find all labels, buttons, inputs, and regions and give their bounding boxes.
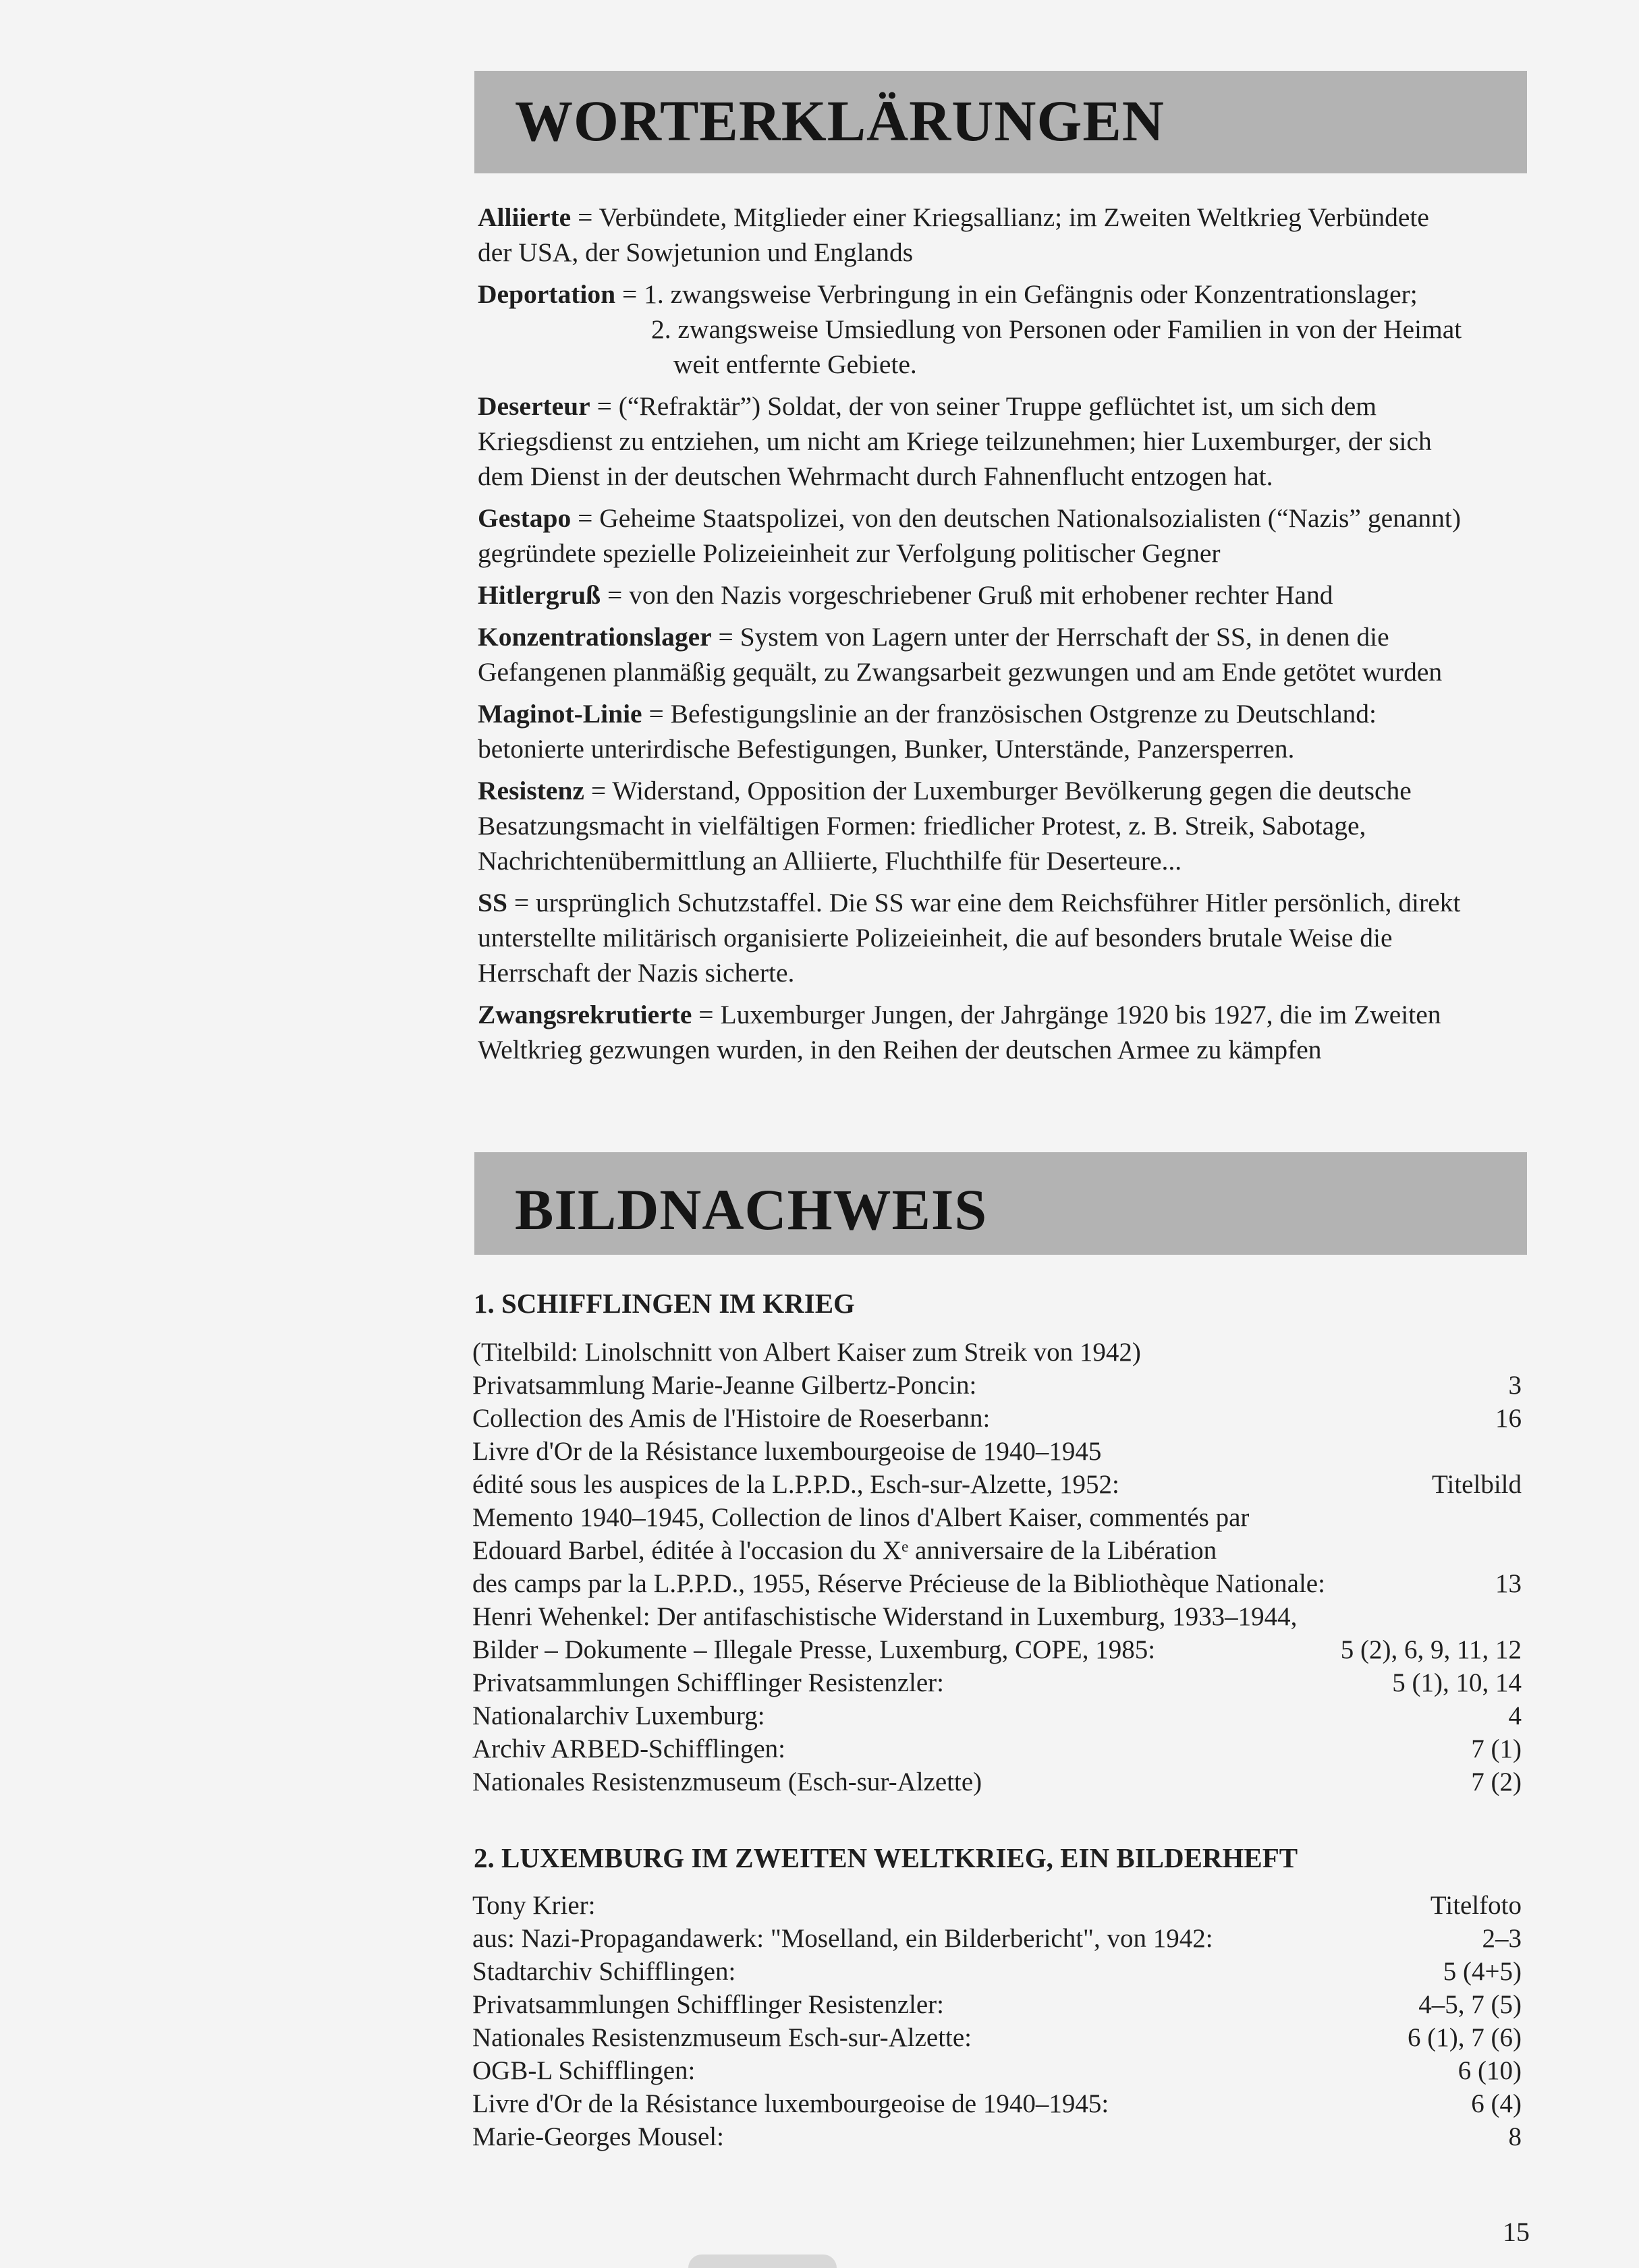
scan-edge-shadow xyxy=(688,2255,837,2268)
glossary-term: Hitlergruß xyxy=(478,580,601,610)
glossary-entry xyxy=(478,773,1530,878)
credit-page-ref: 4–5, 7 (5) xyxy=(1418,1990,1522,2019)
credit-page-ref: 7 (1) xyxy=(1471,1734,1522,1763)
credit-row xyxy=(472,1666,1522,1699)
credit-row xyxy=(472,1699,1522,1732)
glossary-term: Deserteur xyxy=(478,391,590,421)
credit-source: Archiv ARBED-Schifflingen: xyxy=(472,1734,785,1763)
credit-page-ref: 6 (4) xyxy=(1471,2089,1522,2118)
credit-source: Edouard Barbel, éditée à l'occasion du Xᵉ anniversaire de la Libération xyxy=(472,1536,1217,1565)
credit-page-ref: 8 xyxy=(1508,2122,1522,2151)
credit-source: Nationalarchiv Luxemburg: xyxy=(472,1701,765,1730)
glossary-term: Deportation xyxy=(478,279,616,309)
glossary-list xyxy=(478,200,1530,1074)
credit-row xyxy=(472,1955,1522,1988)
credit-page-ref: 7 (2) xyxy=(1471,1767,1522,1796)
credit-row xyxy=(472,1633,1522,1666)
credits-header-band xyxy=(474,1152,1527,1255)
credits-list xyxy=(472,1889,1522,2153)
credit-source: (Titelbild: Linolschnitt von Albert Kaiser zum Streik von 1942) xyxy=(472,1338,1141,1367)
glossary-definition: dem Dienst in der deutschen Wehrmacht durch Fahnenflucht entzogen hat. xyxy=(478,461,1273,491)
credit-row xyxy=(472,1732,1522,1765)
credits-list xyxy=(472,1336,1522,1798)
glossary-title: WORTERKLÄRUNGEN xyxy=(515,88,1165,153)
glossary-definition: gegründete spezielle Polizeieinheit zur Verfolgung politischer Gegner xyxy=(478,538,1221,568)
credits-title: BILDNACHWEIS xyxy=(515,1177,988,1242)
glossary-entry xyxy=(478,885,1530,990)
glossary-entry xyxy=(478,389,1530,494)
glossary-term: Maginot-Linie xyxy=(478,699,642,729)
credit-page-ref: 5 (2), 6, 9, 11, 12 xyxy=(1340,1635,1522,1664)
glossary-definition: Kriegsdienst zu entziehen, um nicht am Kriege teilzunehmen; hier Luxemburger, der sich xyxy=(478,426,1432,456)
glossary-definition: Herrschaft der Nazis sicherte. xyxy=(478,958,795,988)
credit-source: Stadtarchiv Schifflingen: xyxy=(472,1957,736,1986)
credit-source: Livre d'Or de la Résistance luxembourgeoise de 1940–1945 xyxy=(472,1437,1102,1466)
glossary-term: SS xyxy=(478,888,507,917)
credit-source: des camps par la L.P.P.D., 1955, Réserve Précieuse de la Bibliothèque Nationale: xyxy=(472,1569,1325,1598)
credit-row xyxy=(472,2054,1522,2087)
glossary-definition: unterstellte militärisch organisierte Polizeieinheit, die auf besonders brutale Weise die xyxy=(478,923,1393,953)
credit-page-ref: 3 xyxy=(1508,1371,1522,1400)
credit-page-ref: 16 xyxy=(1495,1404,1522,1433)
glossary-definition: Nachrichtenübermittlung an Alliierte, Fluchthilfe für Deserteure... xyxy=(478,846,1182,876)
credit-source: Bilder – Dokumente – Illegale Presse, Luxemburg, COPE, 1985: xyxy=(472,1635,1156,1664)
credit-source: OGB-L Schifflingen: xyxy=(472,2056,696,2085)
glossary-definition: der USA, der Sowjetunion und Englands xyxy=(478,237,914,267)
credit-page-ref: 5 (1), 10, 14 xyxy=(1392,1668,1522,1697)
credit-source: Nationales Resistenzmuseum Esch-sur-Alzette: xyxy=(472,2023,972,2052)
credit-row xyxy=(472,1567,1522,1600)
credit-row xyxy=(472,1600,1522,1633)
glossary-definition: = System von Lagern unter der Herrschaft der SS, in denen die xyxy=(711,622,1389,652)
glossary-definition: 2. zwangsweise Umsiedlung von Personen oder Familien in von der Heimat xyxy=(651,314,1462,344)
glossary-term: Gestapo xyxy=(478,503,572,533)
glossary-entry xyxy=(478,696,1530,766)
credit-row xyxy=(472,1922,1522,1955)
credit-row xyxy=(472,1468,1522,1501)
credit-source: Privatsammlung Marie-Jeanne Gilbertz-Poncin: xyxy=(472,1371,977,1400)
credit-row xyxy=(472,1765,1522,1798)
glossary-entry xyxy=(478,577,1530,613)
glossary-term: Alliierte xyxy=(478,202,572,232)
glossary-definition: = ursprünglich Schutzstaffel. Die SS war eine dem Reichsführer Hitler persönlich, direkt xyxy=(507,888,1461,917)
glossary-definition: = 1. zwangsweise Verbringung in ein Gefängnis oder Konzentrationslager; xyxy=(615,279,1418,309)
credit-source: Memento 1940–1945, Collection de linos d'Albert Kaiser, commentés par xyxy=(472,1503,1250,1532)
glossary-term: Zwangsrekrutierte xyxy=(478,1000,692,1029)
credit-page-ref: Titelbild xyxy=(1432,1470,1522,1499)
credits-section-heading: 1. SCHIFFLINGEN IM KRIEG xyxy=(474,1288,855,1319)
credit-page-ref: 4 xyxy=(1508,1701,1522,1730)
glossary-entry xyxy=(478,619,1530,689)
credit-page-ref: 6 (1), 7 (6) xyxy=(1408,2023,1522,2052)
glossary-definition: = Luxemburger Jungen, der Jahrgänge 1920 bis 1927, die im Zweiten xyxy=(692,1000,1441,1029)
credit-source: Collection des Amis de l'Histoire de Roeserbann: xyxy=(472,1404,991,1433)
credit-source: Privatsammlungen Schifflinger Resistenzler: xyxy=(472,1668,944,1697)
credit-source: Nationales Resistenzmuseum (Esch-sur-Alzette) xyxy=(472,1767,982,1796)
glossary-entry xyxy=(478,501,1530,571)
credit-page-ref: 5 (4+5) xyxy=(1443,1957,1522,1986)
glossary-entry xyxy=(478,277,1530,382)
credit-row xyxy=(472,1988,1522,2021)
credits-section-heading: 2. LUXEMBURG IM ZWEITEN WELTKRIEG, EIN BILDERHEFT xyxy=(474,1842,1298,1873)
credit-source: Privatsammlungen Schifflinger Resistenzler: xyxy=(472,1990,944,2019)
page-number: 15 xyxy=(1503,2217,1530,2247)
glossary-definition: betonierte unterirdische Befestigungen, Bunker, Unterstände, Panzersperren. xyxy=(478,734,1295,764)
glossary-definition: weit entfernte Gebiete. xyxy=(673,349,917,379)
credit-row xyxy=(472,1336,1522,1369)
glossary-term: Konzentrationslager xyxy=(478,622,712,652)
credit-row xyxy=(472,2087,1522,2120)
credit-row xyxy=(472,2120,1522,2153)
glossary-definition: = von den Nazis vorgeschriebener Gruß mit erhobener rechter Hand xyxy=(601,580,1333,610)
glossary-definition: = Verbündete, Mitglieder einer Kriegsallianz; im Zweiten Weltkrieg Verbündete xyxy=(571,202,1429,232)
credit-row xyxy=(472,2021,1522,2054)
credit-row xyxy=(472,1402,1522,1435)
credit-row xyxy=(472,1501,1522,1534)
credit-source: Livre d'Or de la Résistance luxembourgeoise de 1940–1945: xyxy=(472,2089,1109,2118)
glossary-definition: Weltkrieg gezwungen wurden, in den Reihen der deutschen Armee zu kämpfen xyxy=(478,1035,1322,1065)
glossary-entry xyxy=(478,997,1530,1067)
glossary-term: Resistenz xyxy=(478,776,584,805)
credit-source: Henri Wehenkel: Der antifaschistische Widerstand in Luxemburg, 1933–1944, xyxy=(472,1602,1298,1631)
glossary-definition: Gefangenen planmäßig gequält, zu Zwangsarbeit gezwungen und am Ende getötet wurden xyxy=(478,657,1443,687)
glossary-definition: = Befestigungslinie an der französischen Ostgrenze zu Deutschland: xyxy=(642,699,1377,729)
glossary-definition: = Geheime Staatspolizei, von den deutschen Nationalsozialisten (“Nazis” genannt) xyxy=(571,503,1462,533)
credit-page-ref: 13 xyxy=(1495,1569,1522,1598)
credit-page-ref: Titelfoto xyxy=(1430,1891,1522,1920)
credit-row xyxy=(472,1889,1522,1922)
glossary-header-band xyxy=(474,71,1527,173)
credit-row xyxy=(472,1534,1522,1567)
credit-source: édité sous les auspices de la L.P.P.D., Esch-sur-Alzette, 1952: xyxy=(472,1470,1119,1499)
credit-source: aus: Nazi-Propagandawerk: "Moselland, ein Bilderbericht", von 1942: xyxy=(472,1924,1213,1953)
credit-row xyxy=(472,1435,1522,1468)
glossary-definition: = (“Refraktär”) Soldat, der von seiner Truppe geflüchtet ist, um sich dem xyxy=(590,391,1377,421)
glossary-entry xyxy=(478,200,1530,270)
glossary-definition: Besatzungsmacht in vielfältigen Formen: friedlicher Protest, z. B. Streik, Sabotage, xyxy=(478,811,1366,841)
credit-row xyxy=(472,1369,1522,1402)
credit-source: Tony Krier: xyxy=(472,1891,596,1920)
credit-page-ref: 6 (10) xyxy=(1457,2056,1522,2085)
credit-source: Marie-Georges Mousel: xyxy=(472,2122,724,2151)
glossary-definition: = Widerstand, Opposition der Luxemburger Bevölkerung gegen die deutsche xyxy=(584,776,1412,805)
credit-page-ref: 2–3 xyxy=(1482,1924,1522,1953)
